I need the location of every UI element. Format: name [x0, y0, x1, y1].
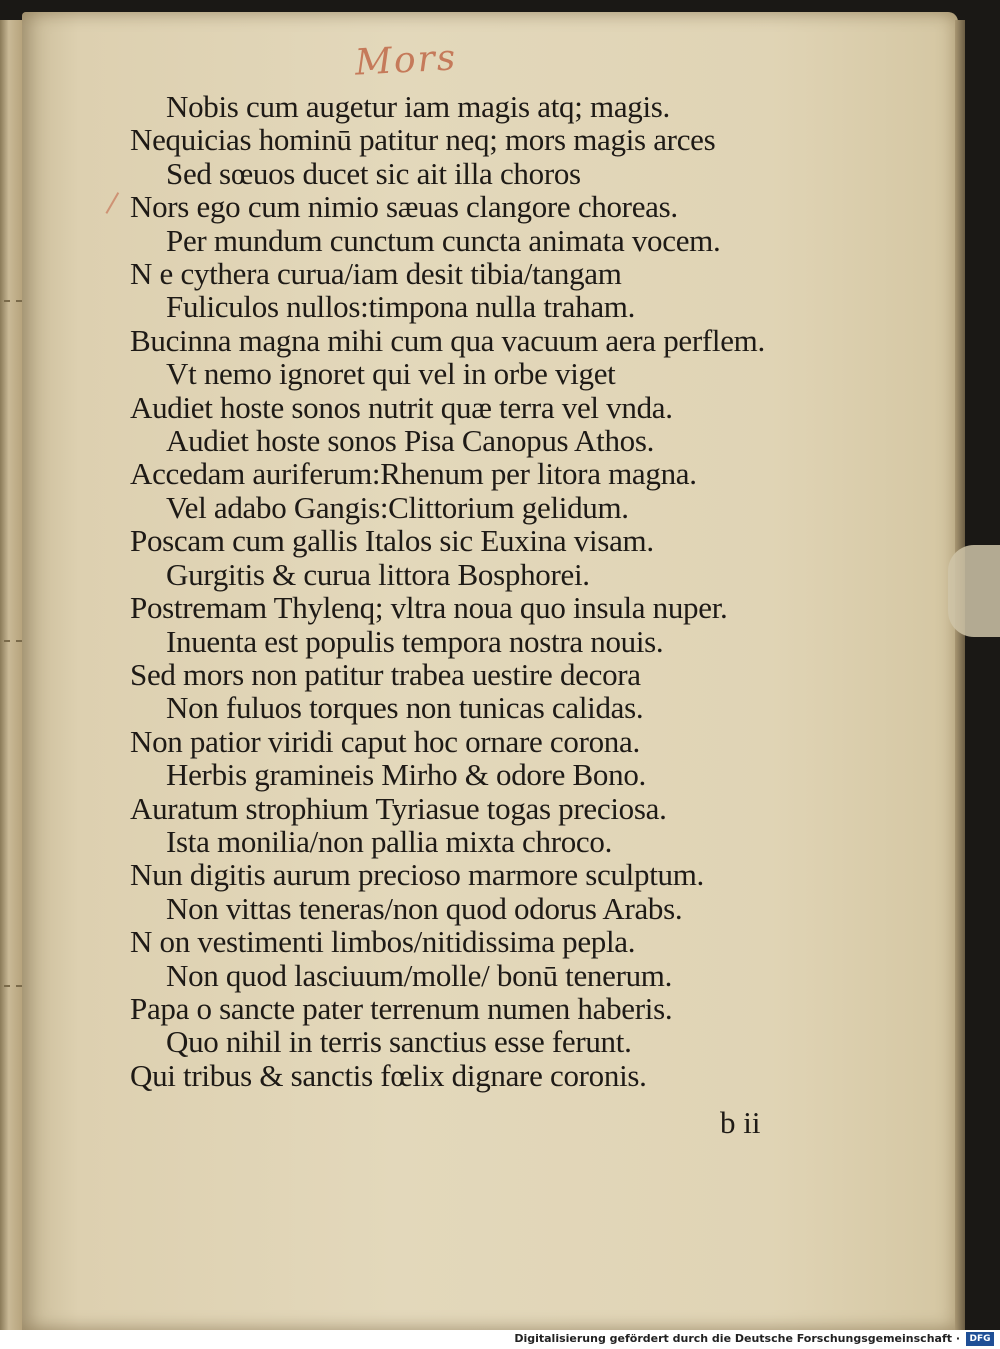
poem-line: Quo nihil in terris sanctius esse ferunt.: [166, 1024, 632, 1060]
funding-credit: Digitalisierung gefördert durch die Deutsche Forschungsgemeinschaft ·: [514, 1332, 960, 1345]
poem-line: N e cythera curua/iam desit tibia/tangam: [130, 256, 622, 292]
poem-line: Non fuluos torques non tunicas calidas.: [166, 690, 644, 726]
poem-line: Sed mors non patitur trabea uestire decora: [130, 656, 641, 692]
poem-line: Herbis gramineis Mirho & odore Bono.: [166, 757, 646, 793]
poem-line: Vt nemo ignoret qui vel in orbe viget: [166, 356, 616, 392]
poem-line: Nobis cum augetur iam magis atq; magis.: [166, 89, 671, 124]
scan-clip-tab: [948, 545, 1000, 637]
poem-line: Auratum strophium Tyriasue togas preciosa.: [130, 790, 667, 826]
poem-text-block: [130, 90, 830, 1092]
poem-line: Inuenta est populis tempora nostra nouis.: [166, 623, 664, 659]
poem-line: Non quod lasciuum/molle/ bonū tenerum.: [166, 957, 673, 993]
poem-line: Nors ego cum nimio sæuas clangore choreas.: [130, 189, 678, 225]
poem-line: Fuliculos nullos:timpona nulla traham.: [166, 289, 636, 325]
poem-line: Non vittas teneras/non quod odorus Arabs.: [166, 890, 683, 926]
poem-line: Papa o sancte pater terrenum numen haberis.: [130, 990, 673, 1026]
poem-line: Audiet hoste sonos Pisa Canopus Athos.: [166, 423, 655, 459]
poem-line: N on vestimenti limbos/nitidissima pepla.: [130, 924, 636, 960]
poem-line: Nun digitis aurum precioso marmore sculptum.: [130, 857, 704, 893]
poem-line: Qui tribus & sanctis fœlix dignare coronis.: [130, 1057, 647, 1093]
poem-line: Sed sœuos ducet sic ait illa choros: [166, 155, 581, 191]
signature-mark: b ii: [720, 1105, 761, 1140]
binding-stitch: [4, 640, 22, 656]
adjacent-page-edge: [0, 20, 22, 1330]
poem-line: Bucinna magna mihi cum qua vacuum aera perflem.: [130, 322, 765, 358]
poem-line: Postremam Thylenq; vltra noua quo insula nuper.: [130, 590, 728, 626]
page-right-edge: [955, 20, 965, 1330]
footer-bar: [0, 1330, 1000, 1349]
poem-line: Accedam auriferum:Rhenum per litora magna.: [130, 456, 697, 492]
dfg-logo: DFG: [966, 1332, 994, 1346]
manuscript-heading: Mors: [353, 37, 459, 84]
binding-stitch: [4, 985, 22, 1001]
poem-line: Vel adabo Gangis:Clittorium gelidum.: [166, 489, 629, 525]
poem-line: Nequicias hominū patitur neq; mors magis arces: [130, 122, 716, 158]
poem-line: Per mundum cunctum cuncta animata vocem.: [166, 222, 721, 258]
poem-line: Poscam cum gallis Italos sic Euxina visam.: [130, 523, 654, 559]
poem-line: Ista monilia/non pallia mixta chroco.: [166, 823, 613, 859]
poem-line: Non patior viridi caput hoc ornare corona.: [130, 723, 640, 759]
binding-stitch: [4, 300, 22, 316]
poem-line: Gurgitis & curua littora Bosphorei.: [166, 556, 590, 592]
poem-line: Audiet hoste sonos nutrit quæ terra vel vnda.: [130, 389, 673, 425]
